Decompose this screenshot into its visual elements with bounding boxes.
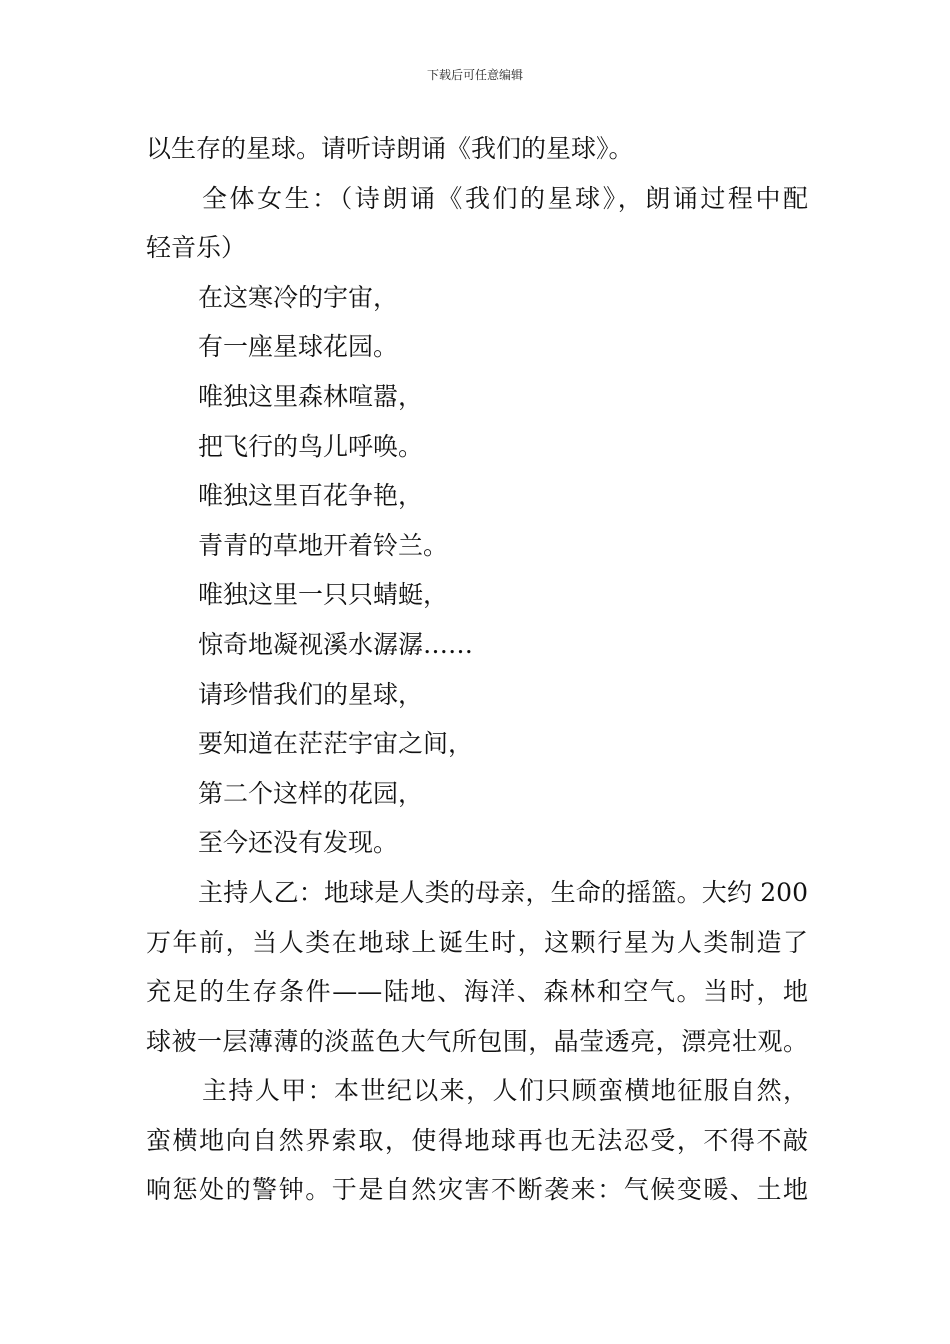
paragraph-line: 万年前，当人类在地球上诞生时，这颗行星为人类制造了 xyxy=(146,927,808,957)
page-header: 下载后可任意编辑 xyxy=(426,68,523,82)
poem-line: 有一座星球花园。 xyxy=(198,332,399,362)
poem-line: 至今还没有发现。 xyxy=(198,828,399,858)
paragraph-line: 响惩处的警钟。于是自然灾害不断袭来：气候变暖、土地 xyxy=(146,1175,808,1205)
poem-line: 请珍惜我们的星球， xyxy=(198,679,424,709)
poem-line: 唯独这里百花争艳， xyxy=(198,481,424,511)
paragraph-line: 蛮横地向自然界索取，使得地球再也无法忍受，不得不敲 xyxy=(146,1125,808,1155)
paragraph-line: 全体女生：（诗朗诵《我们的星球》，朗诵过程中配 xyxy=(202,183,808,213)
paragraph-line: 主持人乙：地球是人类的母亲，生命的摇篮。大约 200 xyxy=(198,877,808,907)
paragraph-line: 以生存的星球。请听诗朗诵《我们的星球》。 xyxy=(146,134,634,163)
paragraph-line: 轻音乐） xyxy=(146,233,247,263)
document-body xyxy=(146,124,808,1215)
poem-line: 青青的草地开着铃兰。 xyxy=(198,530,449,560)
poem-line: 唯独这里一只只蜻蜓， xyxy=(198,580,449,610)
paragraph-line: 充足的生存条件——陆地、海洋、森林和空气。当时，地 xyxy=(146,977,808,1007)
paragraph-line: 球被一层薄薄的淡蓝色大气所包围，晶莹透亮，漂亮壮观。 xyxy=(146,1026,808,1056)
paragraph-line: 主持人甲：本世纪以来，人们只顾蛮横地征服自然， xyxy=(202,1076,808,1106)
poem-line: 把飞行的鸟儿呼唤。 xyxy=(198,431,424,461)
poem-line: 惊奇地凝视溪水潺潺…… xyxy=(198,629,474,659)
poem-line: 唯独这里森林喧嚣， xyxy=(198,381,424,411)
poem-line: 在这寒冷的宇宙， xyxy=(198,282,399,312)
poem-line: 要知道在茫茫宇宙之间， xyxy=(198,729,474,759)
poem-line: 第二个这样的花园， xyxy=(198,778,424,808)
